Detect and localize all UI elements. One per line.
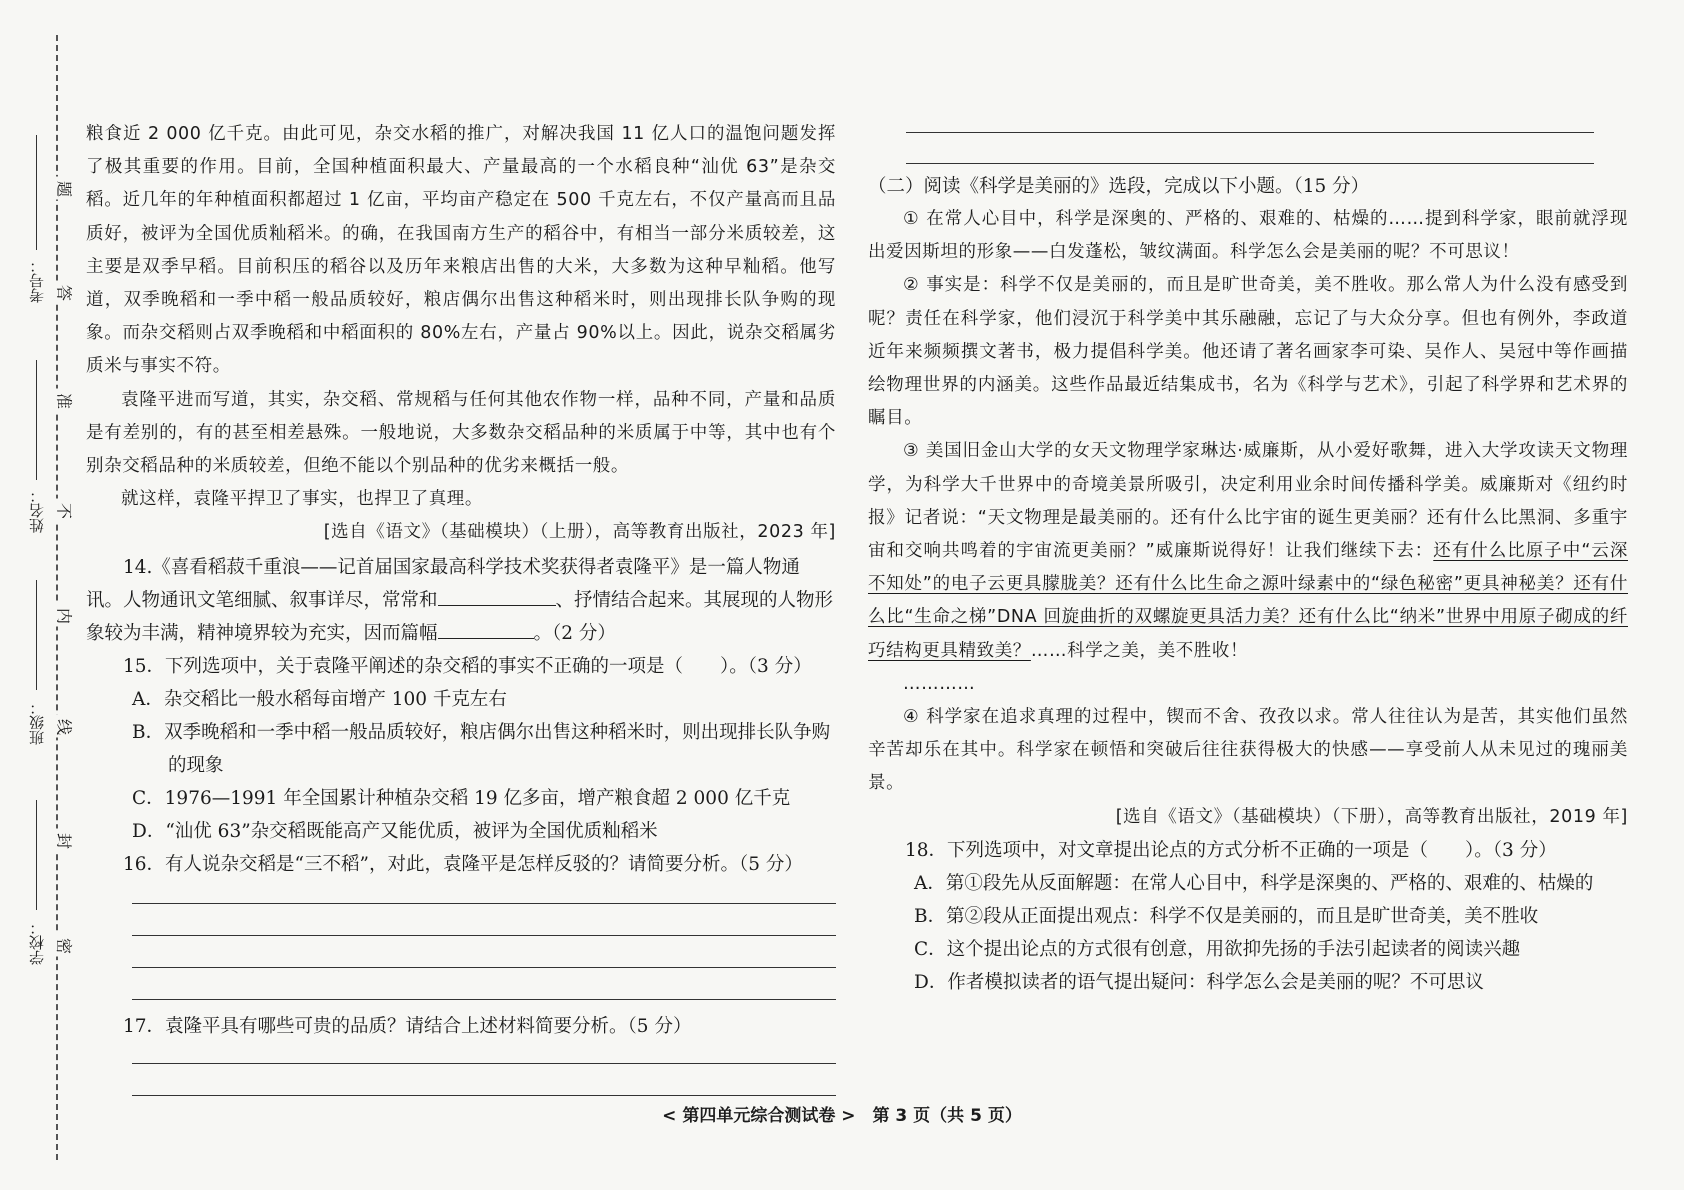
q17-answer-area[interactable] bbox=[86, 1043, 836, 1096]
seal-char: 题 bbox=[56, 178, 73, 198]
question-18: 18．下列选项中，对文章提出论点的方式分析不正确的一项是（ ）。（3 分） bbox=[905, 839, 1557, 861]
seal-char: 线 bbox=[56, 716, 73, 736]
right-column bbox=[868, 118, 1628, 999]
article-paragraph-1: ① 在常人心目中，科学是深奥的、严格的、艰难的、枯燥的……提到科学家，眼前就浮现出爱因斯坦的形象——白发蓬松，皱纹满面。科学怎么会是美丽的呢？不可思议！ bbox=[868, 209, 1628, 263]
article-source: [选自《语文》（基础模块）（下册），高等教育出版社，2019 年] bbox=[1115, 806, 1628, 827]
q18-option-a[interactable]: A．第①段先从反面解题：在常人心目中，科学是深奥的、严格的、艰难的、枯燥的 bbox=[914, 872, 1594, 894]
section-heading: （二）阅读《科学是美丽的》选段，完成以下小题。（15 分） bbox=[868, 176, 1370, 197]
banji-blank[interactable] bbox=[36, 580, 37, 690]
xingming-label: 姓名： bbox=[28, 488, 46, 533]
prev-answer-area[interactable] bbox=[868, 108, 1628, 164]
seal-char: 答 bbox=[56, 282, 73, 302]
article-paragraph-4: ④ 科学家在追求真理的过程中，锲而不舍、孜孜以求。常人往往认为是苦，其实他们虽然辛苦却乐在其中。科学家在顿悟和突破后往往获得极大的快感——享受前人从未见过的瑰丽美景。 bbox=[868, 707, 1628, 794]
passage-paragraph: 粮食近 2 000 亿千克。由此可见，杂交水稻的推广，对解决我国 11 亿人口的温饱问题发挥了极其重要的作用。目前，全国种植面积最大、产量最高的一个水稻良种“汕优 63”是杂交稻。近几年的年种植面积都超过 1 亿亩，平均亩产稳定在 500 千克左右，不仅产量高而且品质好，被评为全国优质籼稻米。的确，在我国南方生产的稻谷中，有相当一部分米质较差，这主要是双季早稻。目前积压的稻谷以及历年来粮店出售的大米，大多数为这种早籼稻。他写道，双季晚稻和一季中稻一般品质较好，粮店偶尔出售这种稻米时，则出现排长队争购的现象。而杂交稻则占双季晚稻和中稻面积的 80%左右，产量占 90%以上。因此，说杂交稻属劣质米与事实不符。 bbox=[86, 124, 836, 377]
q18-option-d[interactable]: D．作者模拟读者的语气提出疑问：科学怎么会是美丽的呢？不可思议 bbox=[914, 971, 1484, 993]
underlined-sentences: 还有什么比原子中“云深不知处”的电子云更具朦胧美？还有什么比生命之源叶绿素中的“绿色秘密”更具神秘美？还有什么比“生命之梯”DNA 回旋曲折的双螺旋更具活力美？还有什么比“纳米”世界中用原子砌成的纤巧结构更具精致美？ bbox=[868, 541, 1628, 661]
passage-source: [选自《语文》（基础模块）（上册），高等教育出版社，2023 年] bbox=[323, 522, 836, 543]
page-footer: < 第四单元综合测试卷 > 第 3 页（共 5 页） bbox=[662, 1106, 1022, 1126]
q15-option-a[interactable]: A．杂交稻比一般水稻每亩增产 100 千克左右 bbox=[132, 688, 507, 710]
q15-option-b[interactable]: B．双季晚稻和一季中稻一般品质较好，粮店偶尔出售这种稻米时，则出现排长队争购的现象 bbox=[132, 721, 831, 776]
q14-blank-1[interactable] bbox=[438, 587, 556, 606]
q15-option-d[interactable]: D．“汕优 63”杂交稻既能高产又能优质，被评为全国优质籼稻米 bbox=[132, 820, 658, 842]
kaohao-label: 考号： bbox=[28, 258, 46, 303]
passage-paragraph: 袁隆平进而写道，其实，杂交稻、常规稻与任何其他农作物一样，品种不同，产量和品质是有差别的，有的甚至相差悬殊。一般地说，大多数杂交稻品种的米质属于中等，其中也有个别杂交稻品种的米质较差，但绝不能以个别品种的优劣来概括一般。 bbox=[86, 389, 836, 477]
q15-option-c[interactable]: C．1976—1991 年全国累计种植杂交稻 19 亿多亩，增产粮食超 2 000 亿千克 bbox=[132, 787, 791, 809]
kaohao-blank[interactable] bbox=[36, 135, 37, 250]
passage-paragraph: 就这样，袁隆平捍卫了事实，也捍卫了真理。 bbox=[121, 489, 483, 510]
q16-answer-area[interactable] bbox=[86, 881, 836, 1000]
seal-char: 准 bbox=[56, 390, 73, 410]
article-paragraph-3: ③ 美国旧金山大学的女天文物理学家琳达·威廉斯，从小爱好歌舞，进入大学攻读天文物理学，为科学大千世界中的奇境美景所吸引，决定利用业余时间传播科学美。威廉斯对《纽约时报》记者说：“天文物理是最美丽的。还有什么比宇宙的诞生更美丽？还有什么比黑洞、多重宇宙和交响共鸣着的宇宙流更美丽？”威廉斯说得好！让我们继续下去：还有什么比原子中“云深不知处”的电子云更具朦胧美？还有什么比生命之源叶绿素中的“绿色秘密”更具神秘美？还有什么比“生命之梯”DNA 回旋曲折的双螺旋更具活力美？还有什么比“纳米”世界中用原子砌成的纤巧结构更具精致美？……科学之美，美不胜收！ bbox=[868, 441, 1628, 661]
seal-dashed-line bbox=[56, 35, 58, 1160]
q18-option-b[interactable]: B．第②段从正面提出观点：科学不仅是美丽的，而且是旷世奇美，美不胜收 bbox=[914, 905, 1539, 927]
question-17: 17．袁隆平具有哪些可贵的品质？请结合上述材料简要分析。（5 分） bbox=[123, 1015, 692, 1037]
question-15: 15．下列选项中，关于袁隆平阐述的杂交稻的事实不正确的一项是（ ）。（3 分） bbox=[123, 655, 812, 677]
question-14: 14.《喜看稻菽千重浪——记首届国家最高科学技术奖获得者袁隆平》是一篇人物通讯。人物通讯文笔细腻、叙事详尽，常常和 、抒情结合起来。其展现的人物形象较为丰满，精神境界较为充实，因而篇幅 。（2 分） bbox=[86, 556, 834, 644]
q18-option-c[interactable]: C．这个提出论点的方式很有创意，用欲抑先扬的手法引起读者的阅读兴趣 bbox=[914, 938, 1521, 960]
seal-char: 密 bbox=[56, 935, 73, 955]
q14-blank-2[interactable] bbox=[438, 620, 534, 639]
question-16: 16．有人说杂交稻是“三不稻”，对此，袁隆平是怎样反驳的？请简要分析。（5 分） bbox=[123, 853, 803, 875]
xuexiao-blank[interactable] bbox=[36, 800, 37, 910]
banji-label: 班级： bbox=[28, 700, 46, 745]
seal-char: 封 bbox=[56, 830, 73, 850]
seal-char: 不 bbox=[56, 500, 73, 520]
binding-margin bbox=[0, 0, 90, 1190]
xingming-blank[interactable] bbox=[36, 360, 37, 480]
ellipsis-line: ………… bbox=[903, 673, 976, 694]
article-paragraph-2: ② 事实是：科学不仅是美丽的，而且是旷世奇美，美不胜收。那么常人为什么没有感受到呢？责任在科学家，他们浸沉于科学美中其乐融融，忘记了与大众分享。但也有例外，李政道近年来频频撰文著书，极力提倡科学美。他还请了著名画家李可染、吴作人、吴冠中等作画描绘物理世界的内涵美。这些作品最近结集成书，名为《科学与艺术》，引起了科学界和艺术界的瞩目。 bbox=[868, 275, 1628, 429]
xuexiao-label: 学校： bbox=[28, 920, 46, 965]
seal-char: 内 bbox=[56, 605, 73, 625]
left-column bbox=[86, 118, 836, 1096]
